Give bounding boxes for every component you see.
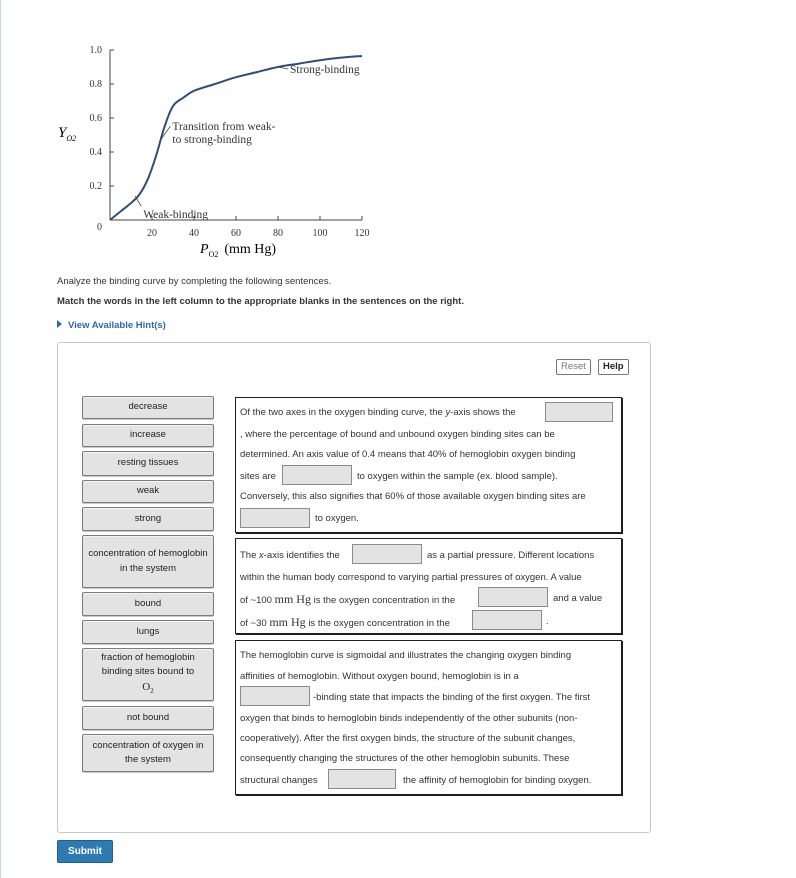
chip-label: increase bbox=[130, 429, 166, 441]
sentence-box-sigmoidal-curve bbox=[235, 640, 622, 795]
x-axis bbox=[97, 216, 370, 239]
submit-button[interactable]: Submit bbox=[57, 840, 113, 863]
drop-blank-4[interactable] bbox=[352, 544, 422, 564]
sentence-line: and a value bbox=[553, 593, 603, 604]
sentence-line: to oxygen within the sample (ex. blood sample). bbox=[357, 471, 558, 482]
sentence-line: as a partial pressure. Different locations bbox=[427, 550, 595, 561]
chip-decrease[interactable] bbox=[82, 396, 214, 419]
x-tick-label: 20 bbox=[147, 228, 157, 239]
sentence-line: oxygen that binds to hemoglobin binds independently of the other subunits (non- bbox=[240, 713, 578, 724]
drop-blank-8[interactable] bbox=[328, 769, 396, 789]
sentence-box-y-axis bbox=[235, 397, 622, 533]
annotation-label: Transition from weak- bbox=[172, 121, 276, 134]
sentence-line: to oxygen. bbox=[315, 513, 359, 524]
sentence-line: of ~30 mm Hg is the oxygen concentration in the bbox=[240, 615, 450, 629]
sentence-line: Conversely, this also signifies that 60% of those available oxygen binding sites are bbox=[240, 491, 586, 502]
y-tick-label: 0.4 bbox=[89, 147, 102, 158]
drop-blank-7[interactable] bbox=[240, 686, 310, 706]
origin-label: 0 bbox=[97, 222, 102, 233]
chip-label: bound bbox=[134, 597, 162, 609]
sentence-line: determined. An axis value of 0.4 means that 40% of hemoglobin oxygen binding bbox=[240, 449, 576, 460]
instruction-bold-text: Match the words in the left column to the appropriate blanks in the sentences on the right. bbox=[57, 296, 464, 307]
sentence-line: cooperatively). After the first oxygen binds, the structure of the subunit changes, bbox=[240, 733, 576, 744]
drop-blank-6[interactable] bbox=[472, 610, 542, 630]
y-axis bbox=[90, 45, 115, 220]
chip-not-bound[interactable] bbox=[82, 706, 214, 730]
reset-button[interactable]: Reset bbox=[556, 359, 591, 375]
chip-strong[interactable] bbox=[82, 507, 214, 531]
y-axis-label: $Y_{O2}$ bbox=[58, 125, 77, 143]
chip-label: concentration of hemoglobin in the system bbox=[88, 548, 208, 574]
drop-blank-5[interactable] bbox=[478, 587, 548, 607]
y-tick-label: 0.2 bbox=[89, 181, 102, 192]
chip-label: resting tissues bbox=[117, 457, 179, 469]
sentence-line: . bbox=[546, 616, 549, 627]
chip-concentration-of-hemoglobin[interactable] bbox=[82, 535, 214, 588]
y-tick-label: 0.8 bbox=[89, 79, 102, 90]
sentence-line: , where the percentage of bound and unbound oxygen binding sites can be bbox=[240, 429, 555, 440]
sentence-box-x-axis bbox=[235, 538, 622, 634]
drop-blank-3[interactable] bbox=[240, 508, 310, 528]
annotation-label: Weak-binding bbox=[143, 209, 209, 222]
sentence-line: sites are bbox=[240, 471, 276, 482]
chart-annotations bbox=[135, 64, 360, 221]
caret-right-icon bbox=[57, 320, 62, 328]
annotation-label: to strong-binding bbox=[172, 134, 252, 147]
x-axis-label: $P_{O2}$ (mm Hg) bbox=[200, 242, 277, 259]
sentence-line: within the human body correspond to varying partial pressures of oxygen. A value bbox=[240, 572, 582, 583]
chip-label: concentration of oxygen in the system bbox=[92, 739, 204, 765]
sentence-line: Of the two axes in the oxygen binding curve, the y-axis shows the bbox=[240, 407, 516, 418]
chip-label: weak bbox=[136, 485, 160, 497]
chip-fraction-of-hemoglobin-binding-sites[interactable] bbox=[82, 648, 214, 701]
sentence-line: affinities of hemoglobin. Without oxygen bound, hemoglobin is in a bbox=[240, 671, 519, 682]
x-tick-label: 100 bbox=[312, 228, 328, 239]
page-left-border bbox=[0, 0, 1, 878]
chip-label: lungs bbox=[136, 625, 160, 637]
x-tick-label: 80 bbox=[273, 228, 283, 239]
hint-label: View Available Hint(s) bbox=[68, 320, 166, 331]
chip-weak[interactable] bbox=[82, 480, 214, 503]
chip-concentration-of-oxygen[interactable] bbox=[82, 734, 214, 772]
view-hints-link[interactable] bbox=[57, 320, 166, 331]
annotation-leader-line bbox=[278, 67, 288, 69]
sentence-line: consequently changing the structures of the other hemoglobin subunits. These bbox=[240, 753, 570, 764]
chip-label: not bound bbox=[126, 711, 170, 723]
x-tick-label: 60 bbox=[231, 228, 241, 239]
sentence-line: structural changes bbox=[240, 775, 318, 786]
x-tick-label: 40 bbox=[189, 228, 199, 239]
y-tick-label: 0.6 bbox=[89, 113, 102, 124]
instruction-text: Analyze the binding curve by completing the following sentences. bbox=[57, 276, 332, 287]
sentence-line: The hemoglobin curve is sigmoidal and illustrates the changing oxygen binding bbox=[240, 650, 572, 661]
y-tick-label: 1.0 bbox=[89, 45, 102, 56]
chip-label: strong bbox=[134, 512, 162, 524]
chip-bound[interactable] bbox=[82, 592, 214, 616]
chip-label: fraction of hemoglobin binding sites bound to bbox=[101, 651, 195, 678]
chip-increase[interactable] bbox=[82, 424, 214, 447]
drop-blank-1[interactable] bbox=[545, 402, 613, 422]
sentence-line: the affinity of hemoglobin for binding oxygen. bbox=[403, 775, 592, 786]
sentence-line: of ~100 mm Hg is the oxygen concentration in the bbox=[240, 592, 456, 606]
drop-blank-2[interactable] bbox=[282, 465, 352, 485]
sentence-line: The x-axis identifies the bbox=[240, 550, 340, 561]
chip-lungs[interactable] bbox=[82, 620, 214, 644]
chip-resting-tissues[interactable] bbox=[82, 451, 214, 476]
chip-label: decrease bbox=[128, 401, 168, 413]
oxygen-binding-curve-chart bbox=[50, 35, 390, 260]
annotation-leader-line bbox=[135, 196, 141, 206]
sentence-line: -binding state that impacts the binding of the first oxygen. The first bbox=[313, 692, 591, 703]
annotation-label: Strong-binding bbox=[290, 64, 360, 76]
x-tick-label: 120 bbox=[354, 228, 370, 239]
chip-o2-formula: $O_2$ bbox=[142, 680, 154, 695]
help-button[interactable]: Help bbox=[598, 359, 629, 375]
